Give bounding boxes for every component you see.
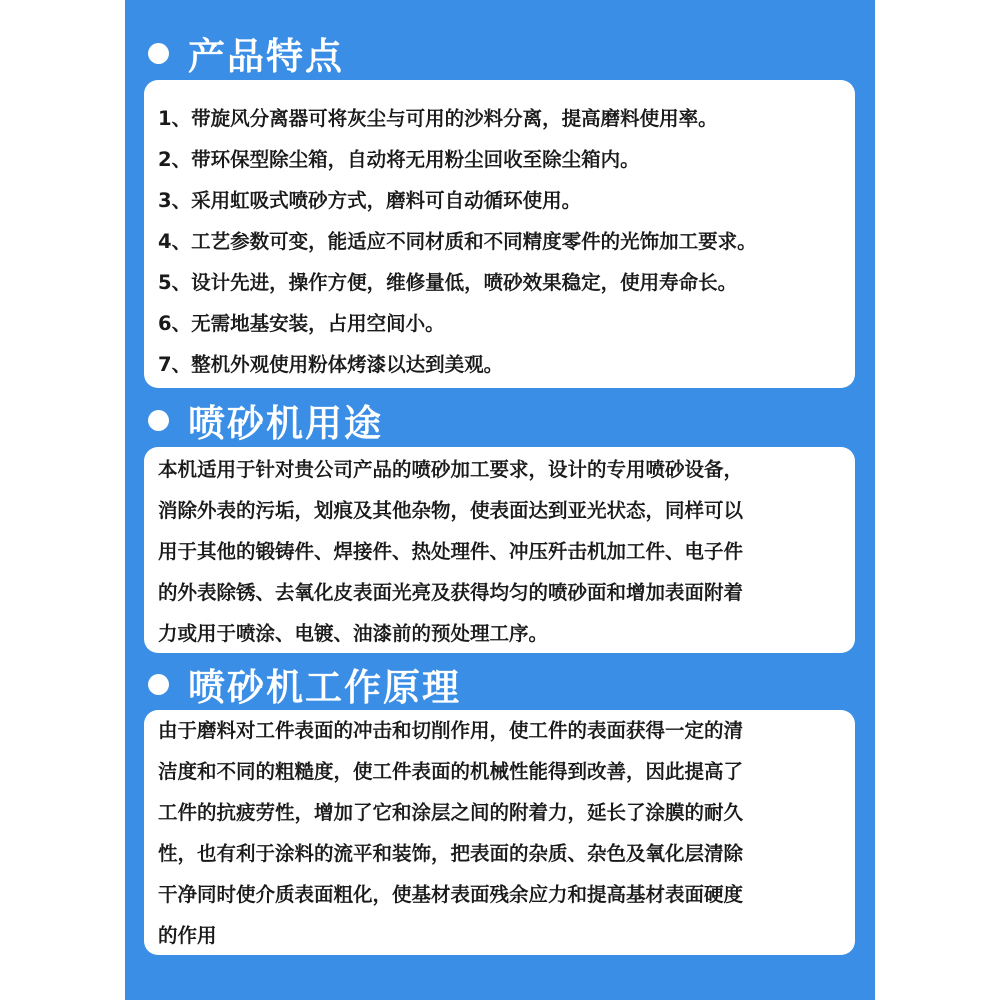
- usage-line: 消除外表的污垢，划痕及其他杂物，使表面达到亚光状态，同样可以: [158, 499, 744, 522]
- principle-title: 喷砂机工作原理: [188, 666, 461, 709]
- section-title-principle: [148, 659, 461, 709]
- feature-item: 6、无需地基安装，占用空间小。: [158, 312, 445, 335]
- feature-item: 1、带旋风分离器可将灰尘与可用的沙料分离，提高磨料使用率。: [158, 107, 718, 130]
- feature-item: 3、采用虹吸式喷砂方式，磨料可自动循环使用。: [158, 189, 582, 212]
- bullet-dot-icon: [148, 410, 169, 431]
- principle-line: 由于磨料对工件表面的冲击和切削作用，使工件的表面获得一定的清: [158, 719, 744, 742]
- principle-line: 工件的抗疲劳性，增加了它和涂层之间的附着力，延长了涂膜的耐久: [158, 801, 744, 824]
- principle-line: 干净同时使介质表面粗化，使基材表面残余应力和提高基材表面硬度: [158, 883, 744, 906]
- feature-item: 4、工艺参数可变，能适应不同材质和不同精度零件的光饰加工要求。: [158, 230, 757, 253]
- feature-item: 5、设计先进，操作方便，维修量低，喷砂效果稳定，使用寿命长。: [158, 271, 738, 294]
- section-title-features: [148, 28, 344, 78]
- usage-line: 力或用于喷涂、电镀、油漆前的预处理工序。: [158, 622, 549, 645]
- usage-line: 的外表除锈、去氧化皮表面光亮及获得均匀的喷砂面和增加表面附着: [158, 581, 744, 604]
- principle-card: [144, 710, 855, 955]
- bullet-dot-icon: [148, 43, 169, 64]
- bullet-dot-icon: [148, 674, 169, 695]
- features-title: 产品特点: [188, 35, 344, 78]
- usage-line: 用于其他的锻铸件、焊接件、热处理件、冲压歼击机加工件、电子件: [158, 540, 744, 563]
- feature-item: 2、带环保型除尘箱，自动将无用粉尘回收至除尘箱内。: [158, 148, 640, 171]
- principle-line: 性，也有利于涂料的流平和装饰，把表面的杂质、杂色及氧化层清除: [158, 842, 744, 865]
- usage-line: 本机适用于针对贵公司产品的喷砂加工要求，设计的专用喷砂设备，: [158, 458, 744, 481]
- usage-title: 喷砂机用途: [188, 402, 383, 445]
- features-card: [144, 80, 855, 388]
- principle-line: 洁度和不同的粗糙度，使工件表面的机械性能得到改善，因此提高了: [158, 760, 744, 783]
- feature-item: 7、整机外观使用粉体烤漆以达到美观。: [158, 353, 504, 376]
- section-title-usage: [148, 395, 383, 445]
- usage-card: [144, 447, 855, 653]
- principle-line: 的作用: [158, 924, 217, 947]
